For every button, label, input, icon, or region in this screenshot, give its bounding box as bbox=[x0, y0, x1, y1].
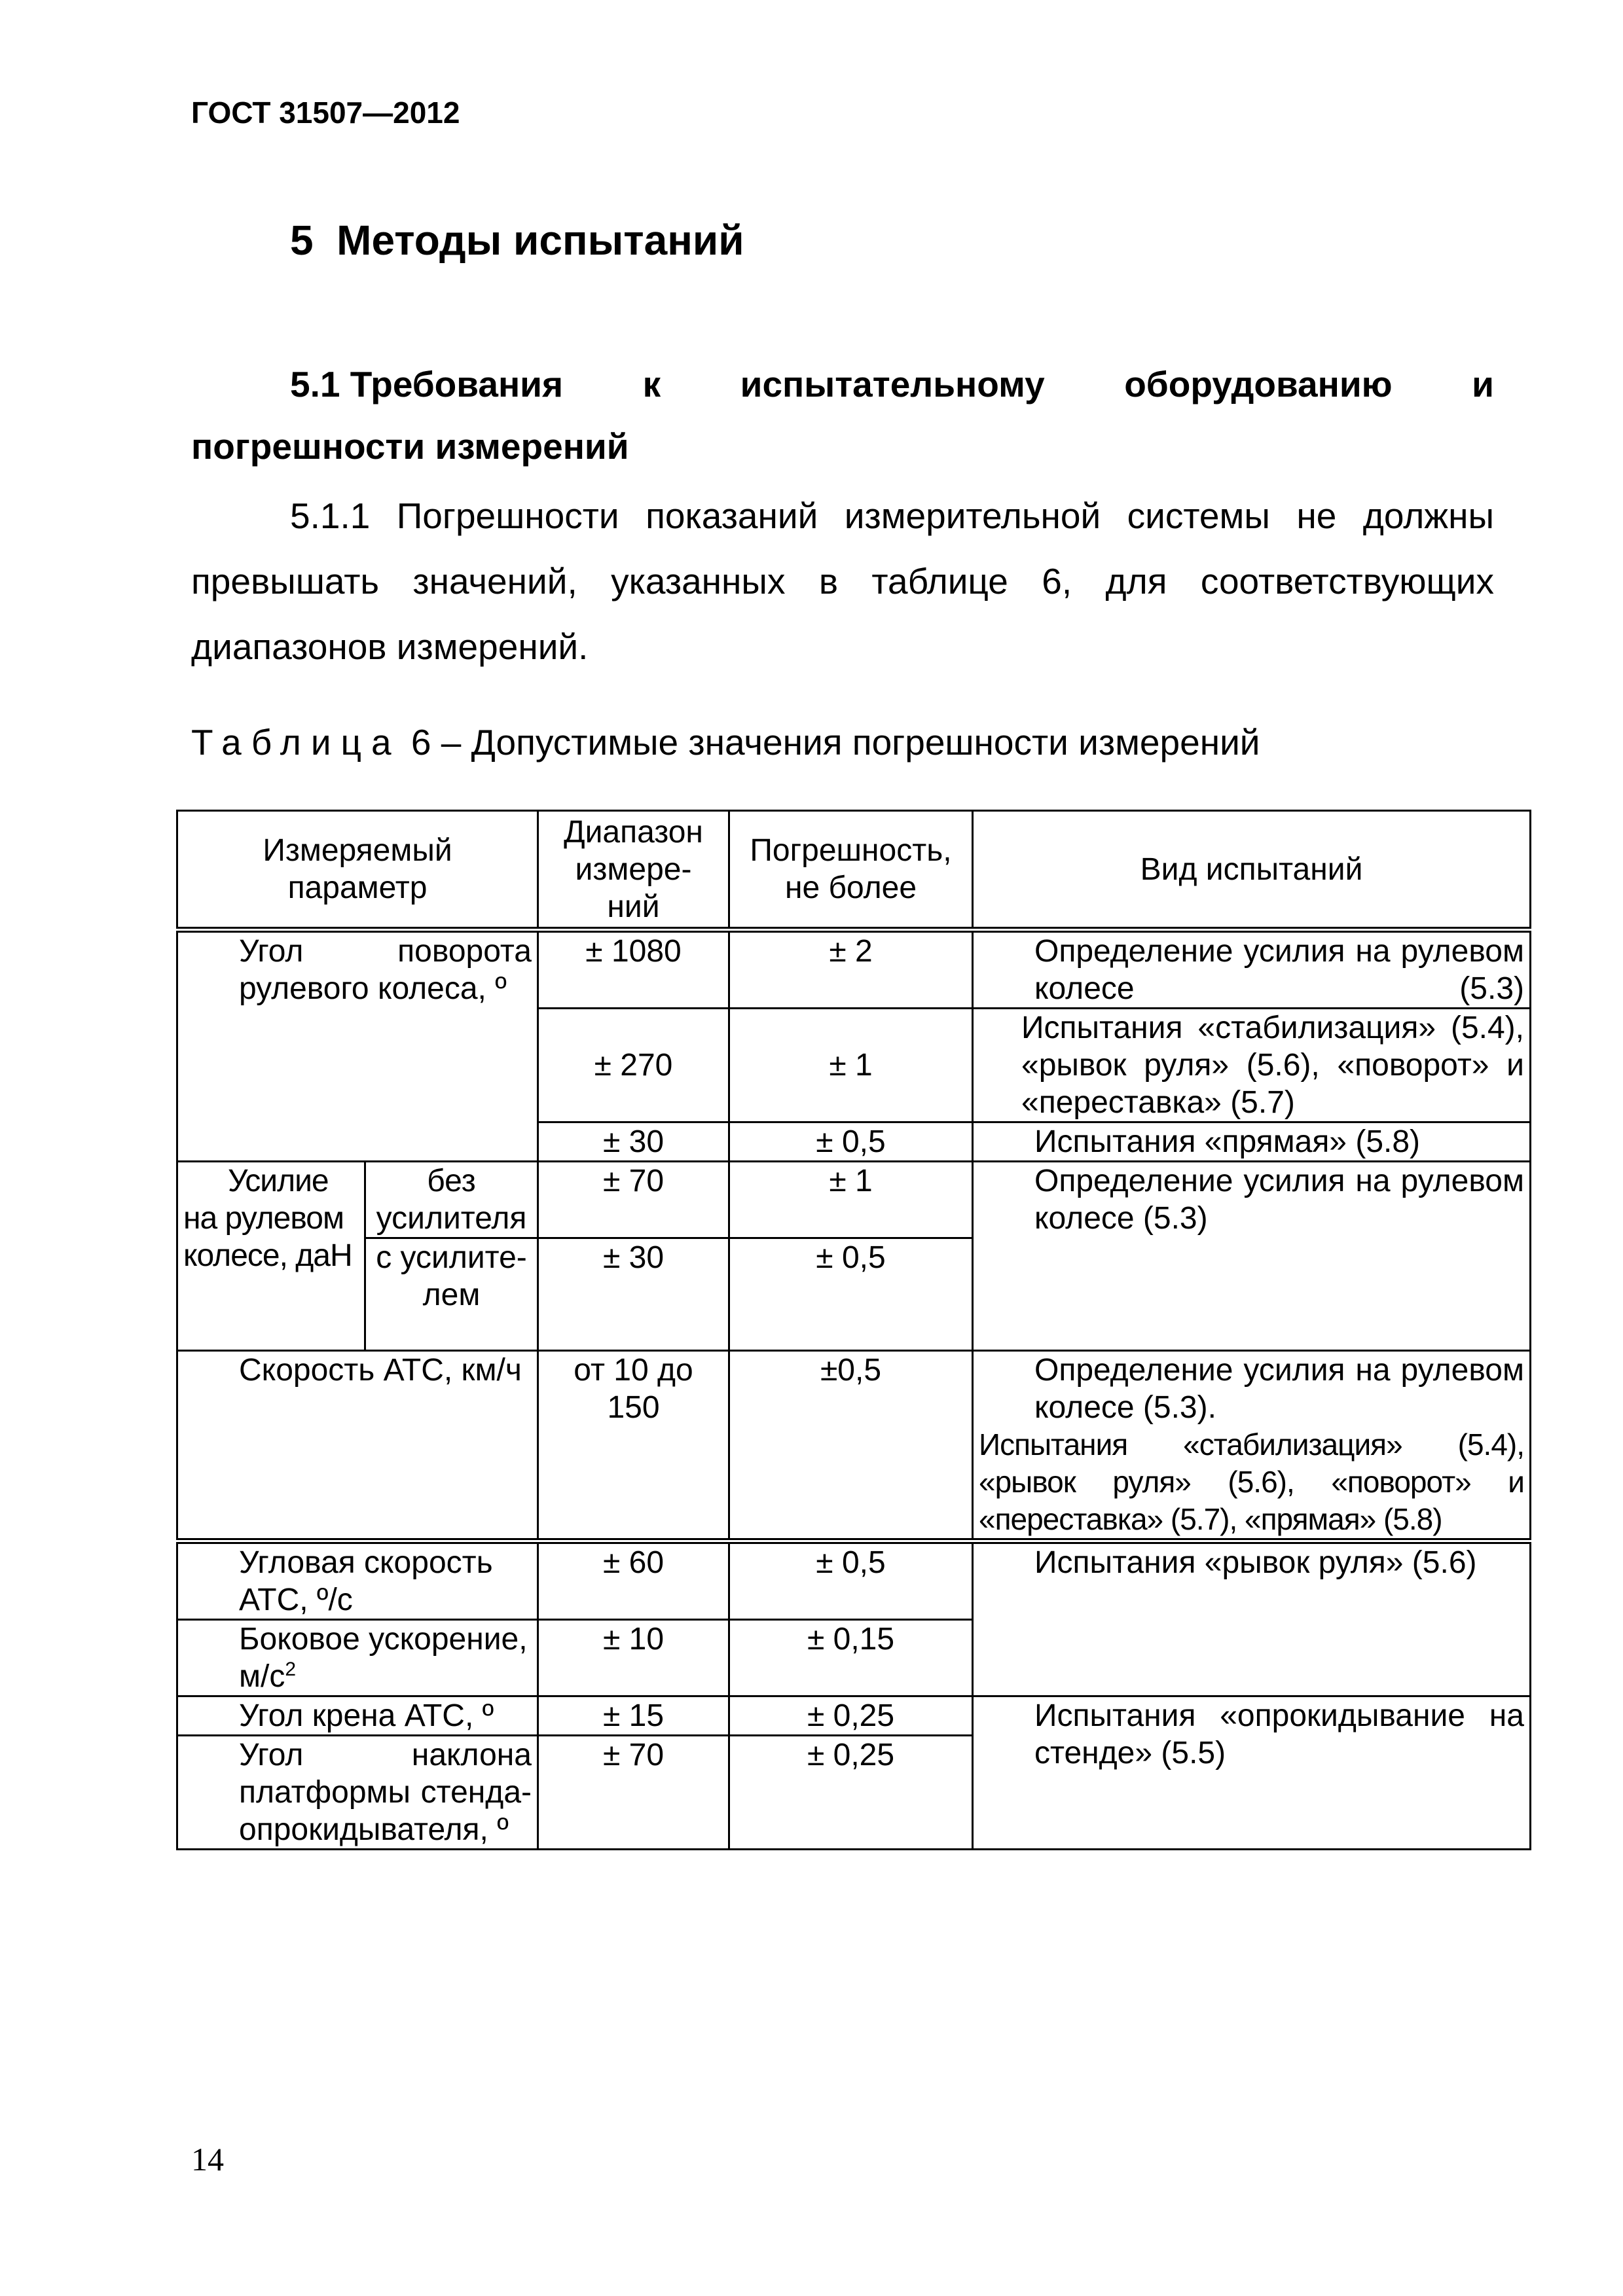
table-cell-error: ± 1 bbox=[729, 1009, 973, 1122]
page-header-doc-id: ГОСТ 31507—2012 bbox=[191, 96, 460, 130]
table-cell-param: Угол крена АТС, º bbox=[177, 1696, 538, 1736]
table-cell-error: ± 0,25 bbox=[729, 1736, 973, 1850]
table-cell-error: ± 0,25 bbox=[729, 1696, 973, 1736]
table-cell-range: от 10 до 150 bbox=[538, 1351, 729, 1541]
table-cell-error: ±0,5 bbox=[729, 1351, 973, 1541]
table-cell-param: Угловая скорость АТС, º/с bbox=[177, 1541, 538, 1620]
table-cell-param: Угол наклона платформы стенда-опрокидывателя, º bbox=[177, 1736, 538, 1850]
table-cell-subparam: без усилителя bbox=[365, 1162, 538, 1238]
header-range: Диапазон измере-ний bbox=[538, 811, 729, 930]
table-cell-test: Испытания «рывок руля» (5.6) bbox=[973, 1541, 1531, 1696]
subsection-word: оборудованию bbox=[1124, 364, 1393, 404]
table-cell-subparam: с усилите-лем bbox=[365, 1238, 538, 1351]
table-cell-range: ± 70 bbox=[538, 1736, 729, 1850]
error-table bbox=[176, 810, 1531, 1850]
table-cell-error: ± 0,5 bbox=[729, 1541, 973, 1620]
table-cell-param: Боковое ускорение, $м/с^2$ bbox=[177, 1620, 538, 1696]
table-caption-label: Таблица bbox=[191, 722, 401, 762]
paragraph-5-1-1 bbox=[191, 483, 1494, 679]
paragraph-line: диапазонов измерений. bbox=[191, 626, 589, 667]
table-cell-param: Скорость АТС, км/ч bbox=[177, 1351, 538, 1541]
paragraph-line: превышать значений, указанных в таблице 6, для соответствующих bbox=[191, 561, 1494, 601]
table-cell-range: ± 1080 bbox=[538, 930, 729, 1009]
section-title: 5 Методы испытаний bbox=[290, 217, 744, 264]
table-cell-test: Испытания «стабилизация» (5.4), «рывок руля» (5.6), «поворот» и «переставка» (5.7) bbox=[973, 1009, 1531, 1122]
table-cell-param: Усилие на рулевом колесе, даН bbox=[177, 1162, 365, 1351]
subsection-word: испытательному bbox=[740, 364, 1045, 404]
table-cell-test: Определение усилия на рулевом колесе (5.3) bbox=[973, 1162, 1531, 1351]
table-cell-test: Испытания «опрокидывание на стенде» (5.5) bbox=[973, 1696, 1531, 1850]
table-cell-range: ± 60 bbox=[538, 1541, 729, 1620]
page-number: 14 bbox=[191, 2141, 224, 2178]
header-error: Погрешность, не более bbox=[729, 811, 973, 930]
table-cell-test: Определение усилия на рулевом колесе (5.3). Испытания «стабилизация» (5.4), «рывок руля» (5.6), «поворот» и «переставка» (5.7), «прямая» (5.8) bbox=[973, 1351, 1531, 1541]
table-cell-range: ± 70 bbox=[538, 1162, 729, 1238]
table-cell-error: ± 0,5 bbox=[729, 1238, 973, 1351]
table-caption-text: 6 – Допустимые значения погрешности измерений bbox=[401, 722, 1260, 762]
paragraph-line: 5.1.1 Погрешности показаний измерительной системы не должны bbox=[290, 495, 1494, 536]
header-test: Вид испытаний bbox=[973, 811, 1531, 930]
table-cell-param: Угол поворота рулевого колеса, º bbox=[177, 930, 538, 1162]
table-cell-range: ± 10 bbox=[538, 1620, 729, 1696]
table-cell-error: ± 0,5 bbox=[729, 1122, 973, 1162]
subsection-number-word: 5.1 Требования bbox=[290, 364, 564, 404]
table-cell-error: ± 2 bbox=[729, 930, 973, 1009]
table-cell-test: Определение усилия на рулевом колесе (5.3) bbox=[973, 930, 1531, 1009]
table-cell-range: ± 30 bbox=[538, 1122, 729, 1162]
table-cell-error: ± 1 bbox=[729, 1162, 973, 1238]
subsection-word: и bbox=[1472, 364, 1494, 404]
table-cell-test: Испытания «прямая» (5.8) bbox=[973, 1122, 1531, 1162]
subsection-title-line2: погрешности измерений bbox=[191, 426, 629, 467]
table-caption bbox=[191, 721, 1260, 763]
table-cell-range: ± 15 bbox=[538, 1696, 729, 1736]
subsection-word: к bbox=[642, 364, 661, 404]
table-cell-range: ± 30 bbox=[538, 1238, 729, 1351]
header-param: Измеряемый параметр bbox=[177, 811, 538, 930]
table-cell-error: ± 0,15 bbox=[729, 1620, 973, 1696]
table-cell-range: ± 270 bbox=[538, 1009, 729, 1122]
subsection-title bbox=[191, 353, 1494, 478]
